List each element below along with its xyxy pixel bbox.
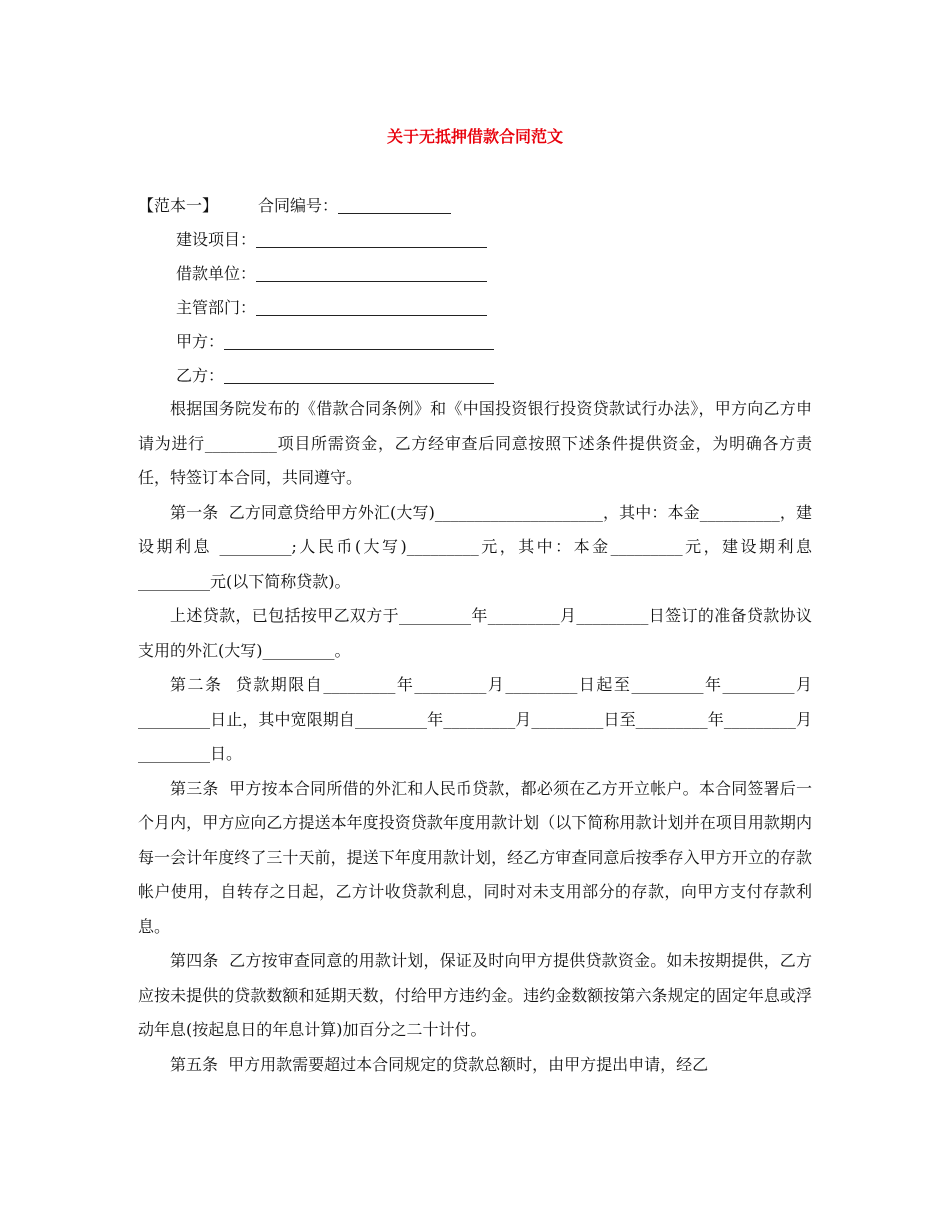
field-blank: [256, 265, 487, 282]
field-blank: [224, 367, 494, 384]
article-3-paragraph: 第三条 甲方按本合同所借的外汇和人民币贷款，都必须在乙方开立帐户。本合同签署后一个月内，甲方应向乙方提送本年度投资贷款年度用款计划（以下简称用款计划并在项目用款期内每一会计年度终了三十天前，提送下年度用款计划，经乙方审查同意后按季存入甲方开立的存款帐户使用，自转存之日起，乙方计收贷款利息，同时对未支用部分的存款，向甲方支付存款利息。: [138, 778, 812, 936]
field-department: [176, 298, 487, 318]
contract-no-blank: [338, 197, 451, 214]
article-1-note-paragraph: 上述贷款，已包括按甲乙双方于_________年_________月_________日签订的准备贷款协议支用的外汇(大写)_________。: [138, 606, 812, 660]
field-blank: [256, 231, 487, 248]
field-label: 借款单位：: [176, 264, 257, 283]
field-party-a: [176, 332, 494, 352]
version-label: 【范本一】: [138, 196, 219, 215]
field-borrower: [176, 264, 487, 284]
article-2-paragraph: 第二条 贷款期限自_________年_________月_________日起至_________年_________月 _________日止，其中宽限期自_________年_________月_________日至_________年_________月 _________日。: [138, 675, 818, 763]
field-label: 建设项目：: [176, 230, 257, 249]
field-blank: [224, 333, 494, 350]
field-label: 乙方：: [176, 366, 225, 385]
preamble-paragraph: 根据国务院发布的《借款合同条例》和《中国投资银行投资贷款试行办法》，甲方向乙方申请为进行_________项目所需资金，乙方经审查后同意按照下述条件提供资金，为明确各方责任，特签订本合同，共同遵守。: [138, 399, 812, 487]
contract-body: [138, 392, 818, 1082]
contract-no-label: 合同编号：: [258, 196, 339, 215]
field-project: [176, 230, 487, 250]
field-label: 主管部门：: [176, 298, 257, 317]
article-4-paragraph: 第四条 乙方按审查同意的用款计划，保证及时向甲方提供贷款资金。如未按期提供，乙方应按未提供的贷款数额和延期天数，付给甲方违约金。违约金数额按第六条规定的固定年息或浮动年息(按起息日的年息计算)加百分之二十计付。: [138, 951, 812, 1039]
field-label: 甲方：: [176, 332, 225, 351]
contract-no-row: [138, 196, 451, 216]
field-party-b: [176, 366, 494, 386]
field-blank: [256, 299, 487, 316]
article-5-paragraph: 第五条 甲方用款需要超过本合同规定的贷款总额时，由甲方提出申请，经乙: [170, 1054, 709, 1074]
article-1-paragraph: 第一条 乙方同意贷给甲方外汇(大写)_____________________，其中：本金__________，建设期利息 _________;人民币(大写)_________元，其中：本金_________元，建设期利息_________元(以下简称贷款)。: [138, 502, 812, 591]
document-title: 关于无抵押借款合同范文: [386, 127, 563, 146]
